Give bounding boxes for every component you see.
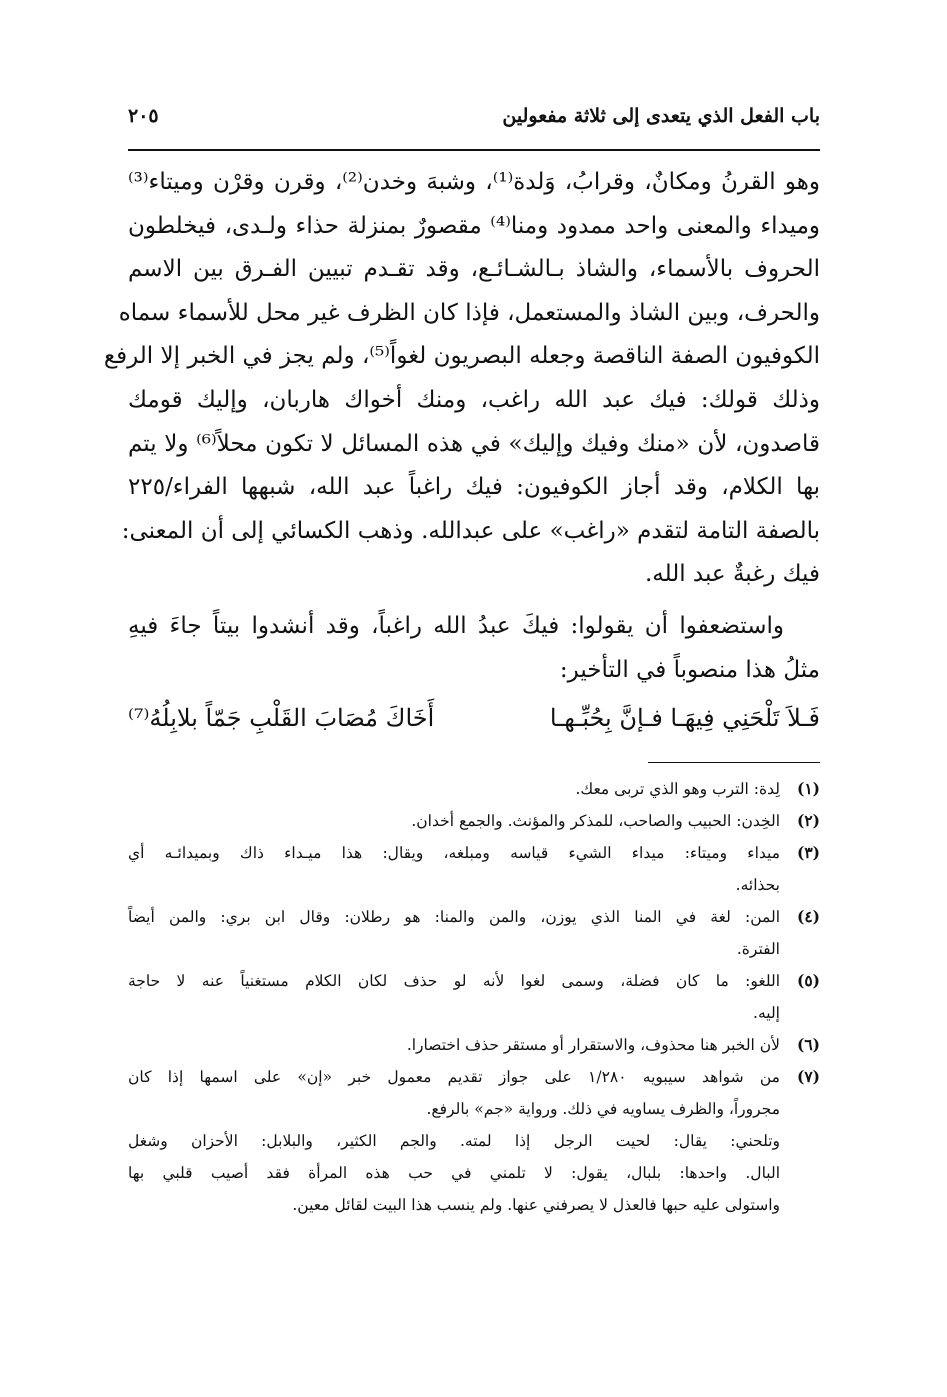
text-line: قاصدون، لأن «منك وفيك وإليك» في هذه المسائل لا تكون محلاً⁽⁶⁾ ولا يتم bbox=[128, 430, 820, 457]
text-line: الكوفيون الصفة الناقصة وجعله البصريون لغواً⁽⁵⁾، ولم يجز في الخبر إلا الرفع bbox=[103, 343, 820, 370]
footnote-number: (٤) bbox=[796, 907, 820, 927]
footnote-line: المن: لغة في المنا الذي يوزن، والمن والمنا: هو رطلان: وقال ابن بري: والمن أيضاً bbox=[128, 908, 780, 927]
chapter-title: باب الفعل الذي يتعدى إلى ثلاثة مفعولين bbox=[502, 105, 820, 127]
verse-first-hemistich: فَـلاَ تَلْحَنِي فِيهَـا فـإنَّ بِحُبِّـهـا bbox=[549, 704, 820, 733]
footnote-line: الفترة. bbox=[736, 940, 780, 959]
text-line: مثلُ هذا منصوباً في التأخير: bbox=[559, 656, 820, 683]
footnote-line: لِدة: الترب وهو الذي تربى معك. bbox=[575, 780, 780, 799]
footnote-number: (١) bbox=[796, 779, 820, 799]
footnote-line: واستولى عليه حبها فالعذل لا يصرفني عنها. ولم ينسب هذا البيت لقائل معين. bbox=[292, 1196, 780, 1215]
running-header bbox=[128, 105, 820, 145]
footnote bbox=[128, 773, 820, 805]
footnote-line: بحذائه. bbox=[735, 876, 780, 895]
text-line: وميداء والمعنى واحد ممدود ومنا⁽⁴⁾ مقصورٌ بمنزلة حذاء ولـدى، فيخلطون bbox=[128, 212, 820, 239]
footnote-line: ميداء وميتاء: ميداء الشيء قياسه ومبلغه، ويقال: هذا ميـداء ذاك وبميدائـه أي bbox=[128, 844, 780, 863]
text-line: وهو القرنُ ومكانٌ، وقرابُ، وَلدة⁽¹⁾، وشبهَ وخدن⁽²⁾، وقرن وقرْن وميتاء⁽³⁾ bbox=[128, 169, 820, 195]
footnote-line: من شواهد سيبويه ١/٢٨٠ على جواز تقديم معمول خبر «إن» على اسمها إذا كان bbox=[128, 1068, 780, 1087]
main-text bbox=[103, 161, 820, 740]
footnote-line: الخِدن: الحبيب والصاحب، للمذكر والمؤنث. والجمع أخدان. bbox=[411, 812, 780, 831]
page-number: ٢٠٥ bbox=[128, 105, 159, 127]
footnote bbox=[128, 837, 820, 901]
text-line: والحرف، وبين الشاذ والمستعمل، فإذا كان الظرف غير محل للأسماء سماه bbox=[118, 299, 820, 326]
paragraph-gap bbox=[128, 597, 820, 605]
footnote-number: (٢) bbox=[796, 811, 820, 831]
text-line: بالصفة التامة لتقدم «راغب» على عبدالله. وذهب الكسائي إلى أن المعنى: bbox=[121, 517, 820, 544]
footnote bbox=[128, 1029, 820, 1061]
footnote bbox=[128, 965, 820, 1029]
footnote-number: (٣) bbox=[796, 843, 820, 863]
footnote-line: إليه. bbox=[753, 1004, 780, 1023]
footnote-rule bbox=[648, 762, 820, 763]
book-page bbox=[103, 105, 820, 1221]
footnote-number: (٧) bbox=[796, 1067, 820, 1087]
verse-second-hemistich: أَخَاكَ مُصَابَ القَلْبِ جَمّاً بلابِلُهُ⁽⁷⁾ bbox=[128, 704, 435, 733]
poetry-verse bbox=[128, 696, 820, 740]
text-line: بها الكلام، وقد أجاز الكوفيون: فيك راغباً عبد الله، شبهها الفراء/٢٢٥ bbox=[128, 474, 820, 501]
footnote bbox=[128, 805, 820, 837]
header-rule bbox=[128, 149, 820, 151]
footnote bbox=[128, 1061, 820, 1125]
text-line: فيك رغبةٌ عبد الله. bbox=[644, 561, 820, 588]
footnote-line: مجروراً، والظرف يساويه في ذلك. ورواية «جم» بالرفع. bbox=[426, 1100, 780, 1119]
footnote-number: (٦) bbox=[796, 1035, 820, 1055]
footnote-commentary bbox=[128, 1125, 820, 1221]
footnote-line: اللغو: ما كان فضلة، وسمى لغوا لأنه لو حذف لكان الكلام مستغنياً عنه لا حاجة bbox=[128, 972, 780, 991]
footnote-line: وتلحني: يقال: لحيت الرجل إذا لمته. والجم الكثير، والبلابل: الأحزان وشغل bbox=[128, 1132, 780, 1151]
text-line: وذلك قولك: فيك عبد الله راغب، ومنك أخواك هاربان، وإليك قومك bbox=[128, 386, 820, 413]
footnote-line: البال. واحدها: بلبال، يقول: لا تلمني في حب هذه المرأة فقد أصيب قلبي بها bbox=[128, 1164, 780, 1183]
text-line: الحروف بالأسماء، والشاذ بـالشـائـع، وقد تقـدم تبيين الفـرق بين الاسم bbox=[128, 256, 820, 283]
footnote bbox=[128, 901, 820, 965]
footnote-number: (٥) bbox=[796, 971, 820, 991]
footnotes bbox=[128, 773, 820, 1221]
text-line: واستضعفوا أن يقولوا: فيكَ عبدُ الله راغباً، وقد أنشدوا بيتاً جاءَ فيهِ bbox=[128, 612, 784, 639]
footnote-line: لأن الخبر هنا محذوف، والاستقرار أو مستقر حذف اختصارا. bbox=[406, 1036, 780, 1055]
